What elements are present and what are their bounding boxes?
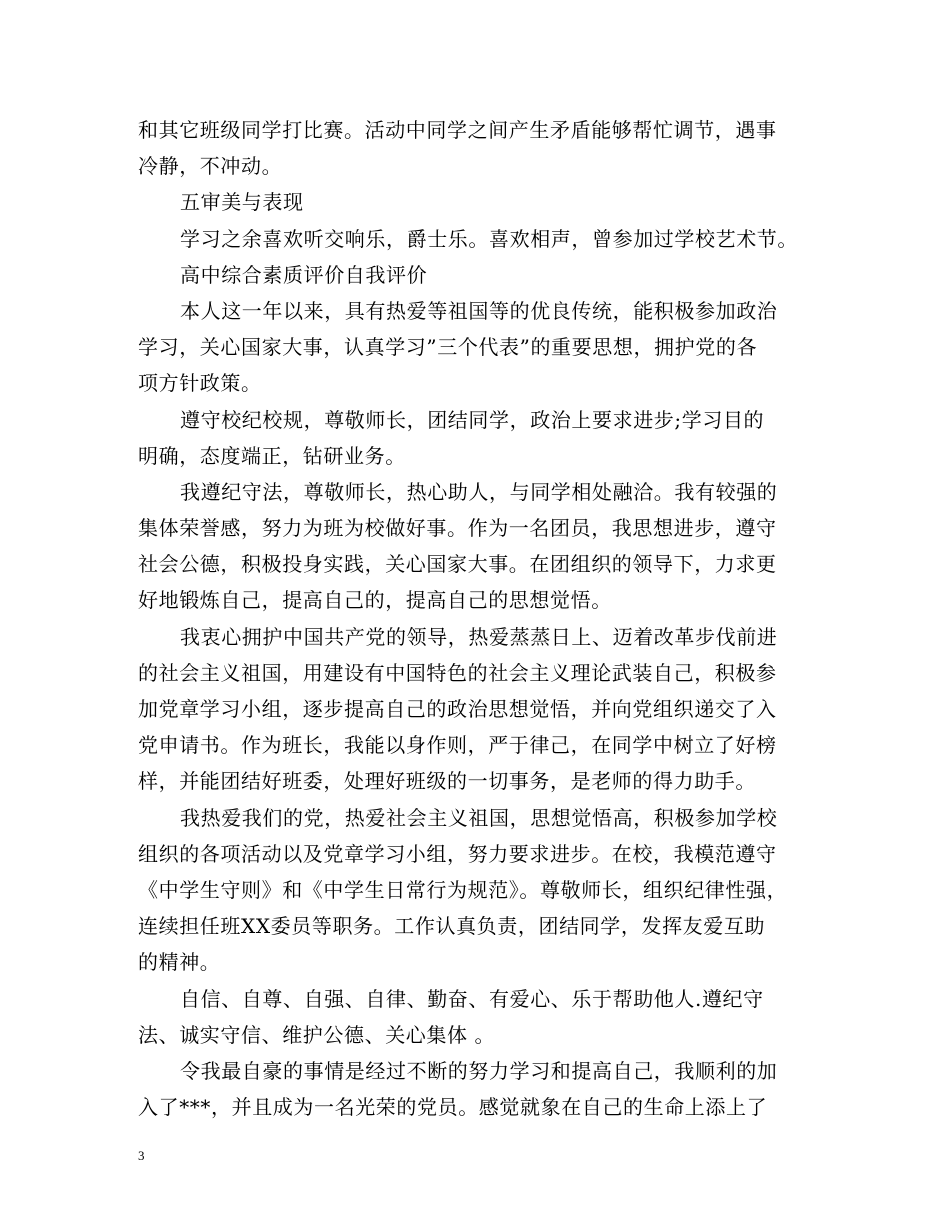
text-line: 高中综合素质评价自我评价 [180, 262, 428, 287]
text-line: 本人这一年以来，具有热爱等祖国等的优良传统，能积极参加政治 [180, 298, 778, 323]
text-line: 我衷心拥护中国共产党的领导，热爱蒸蒸日上、迈着改革步伐前进 [180, 624, 778, 649]
text-line: 遵守校纪校规，尊敬师长，团结同学，政治上要求进步;学习目的 [180, 407, 765, 432]
text-line: 冷静，不冲动。 [138, 154, 283, 179]
text-line: 样，并能团结好班委，处理好班级的一切事务，是老师的得力助手。 [138, 769, 756, 794]
page-number: 3 [138, 1148, 145, 1163]
document-body [138, 112, 818, 1125]
text-line: 明确，态度端正，钻研业务。 [138, 443, 406, 468]
text-line: 令我最自豪的事情是经过不断的努力学习和提高自己，我顺利的加 [180, 1058, 778, 1083]
text-line: 我遵纪守法，尊敬师长，热心助人，与同学相处融洽。我有较强的 [180, 479, 778, 504]
text-line: 的社会主义祖国，用建设有中国特色的社会主义理论武装自己，积极参 [138, 660, 777, 685]
text-line: 自信、自尊、自强、自律、勤奋、有爱心、乐于帮助他人.遵纪守 [180, 986, 764, 1011]
text-line: 和其它班级同学打比赛。活动中同学之间产生矛盾能够帮忙调节，遇事 [138, 118, 777, 142]
text-line: 集体荣誉感，努力为班为校做好事。作为一名团员，我思想进步，遵守 [138, 516, 777, 541]
text-line: 好地锻炼自己，提高自己的，提高自己的思想觉悟。 [138, 588, 612, 613]
text-line: 学习，关心国家大事，认真学习”三个代表”的重要思想，拥护党的各 [138, 335, 758, 360]
text-line: 《中学生守则》和《中学生日常行为规范》。尊敬师长，组织纪律性强， [138, 877, 788, 902]
text-line: 党申请书。作为班长，我能以身作则，严于律己，在同学中树立了好榜 [138, 733, 777, 758]
text-line: 入了***，并且成为一名光荣的党员。感觉就象在自己的生命上添上了 [138, 1095, 768, 1120]
text-line: 学习之余喜欢听交响乐，爵士乐。喜欢相声，曾参加过学校艺术节。 [180, 226, 798, 251]
text-line: 五审美与表现 [180, 190, 304, 215]
text-line: 连续担任班XX委员等职务。工作认真负责，团结同学，发挥友爱互助 [138, 914, 766, 939]
text-line: 项方针政策。 [138, 371, 262, 396]
text-line: 法、诚实守信、维护公德、关心集体 。 [138, 1022, 496, 1047]
text-line: 的精神。 [138, 950, 221, 975]
text-line: 社会公德，积极投身实践，关心国家大事。在团组织的领导下，力求更 [138, 552, 777, 577]
text-line: 加党章学习小组，逐步提高自己的政治思想觉悟，并向党组织递交了入 [138, 697, 777, 721]
text-line: 组织的各项活动以及党章学习小组，努力要求进步。在校，我模范遵守 [138, 841, 777, 866]
text-line: 我热爱我们的党，热爱社会主义祖国，思想觉悟高，积极参加学校 [180, 805, 778, 830]
